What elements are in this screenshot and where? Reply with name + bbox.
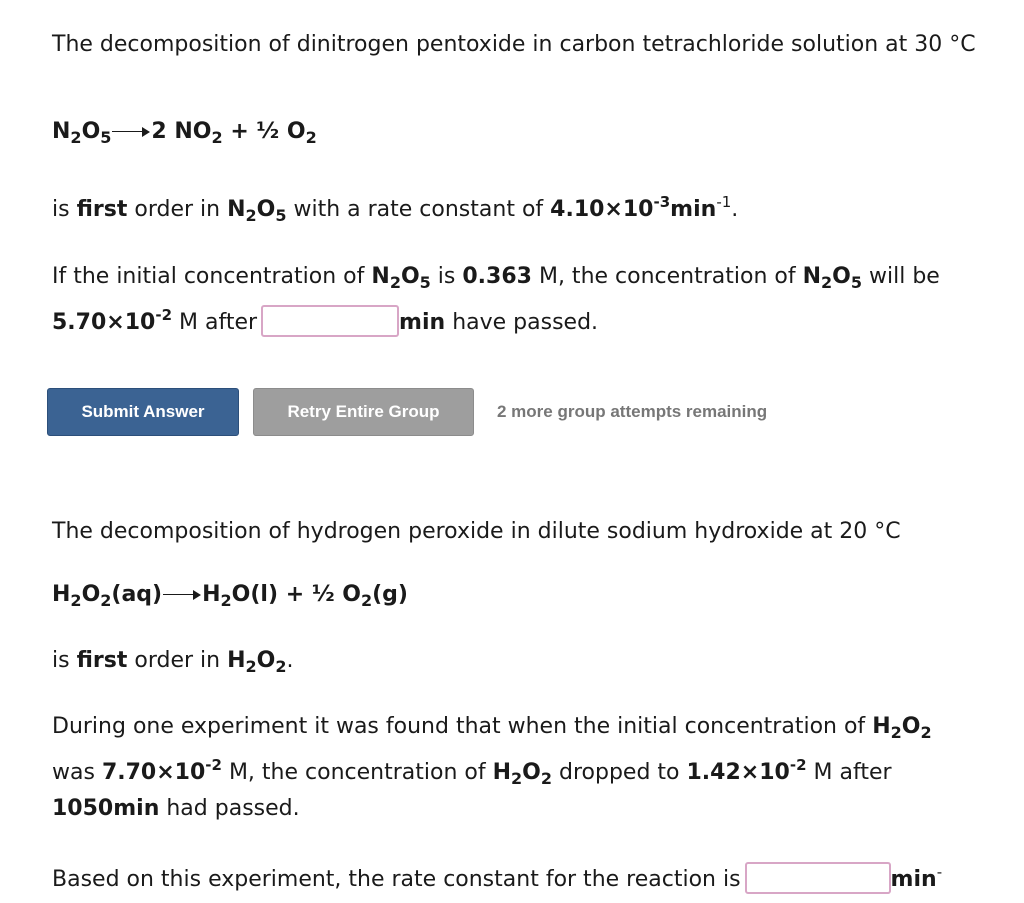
q1-intro: The decomposition of dinitrogen pentoxide in carbon tetrachloride solution at 30 °C	[52, 32, 976, 57]
q2-answer-input[interactable]	[745, 862, 891, 894]
q1-answer-input[interactable]	[261, 305, 399, 337]
submit-answer-button[interactable]: Submit Answer	[47, 388, 239, 436]
q2-experiment-line2: was $7.70\times 10^{-2}$ M, the concentration of $H_2O_2$ dropped to $1.42\times 10^{-2}$ M after	[52, 756, 892, 788]
q1-order-statement: is first order in $N_2O_5$ with a rate constant of $4.10\times 10^{-3}\min^{-1}$.	[52, 193, 739, 225]
reaction-arrow-icon	[112, 127, 150, 137]
q2-question-line: Based on this experiment, the rate constant for the reaction is min-	[52, 863, 943, 892]
q2-experiment-line1: During one experiment it was found that when the initial concentration of $H_2O_2$	[52, 714, 932, 742]
reaction-arrow-icon	[163, 590, 201, 600]
q1-question-line2: $5.70\times 10^{-2}$ M after min have passed.	[52, 306, 599, 335]
q2-order-statement: is first order in $H_2O_2$.	[52, 648, 294, 676]
q1-question-line1: If the initial concentration of $N_2O_5$ is 0.363 M, the concentration of $N_2O_5$ will be	[52, 264, 940, 292]
retry-entire-group-button[interactable]: Retry Entire Group	[253, 388, 474, 436]
attempts-remaining-text: 2 more group attempts remaining	[497, 402, 768, 421]
q2-equation: $H_2O_2(aq) H_2O(l)$ + ½ $O_2(g)$	[52, 582, 408, 610]
q2-experiment-line3: 1050min had passed.	[52, 796, 300, 821]
q1-equation: $N_2O_5$ 2 $NO_2$ + ½ $O_2$	[52, 119, 317, 147]
q2-intro: The decomposition of hydrogen peroxide in dilute sodium hydroxide at 20 °C	[52, 519, 901, 544]
